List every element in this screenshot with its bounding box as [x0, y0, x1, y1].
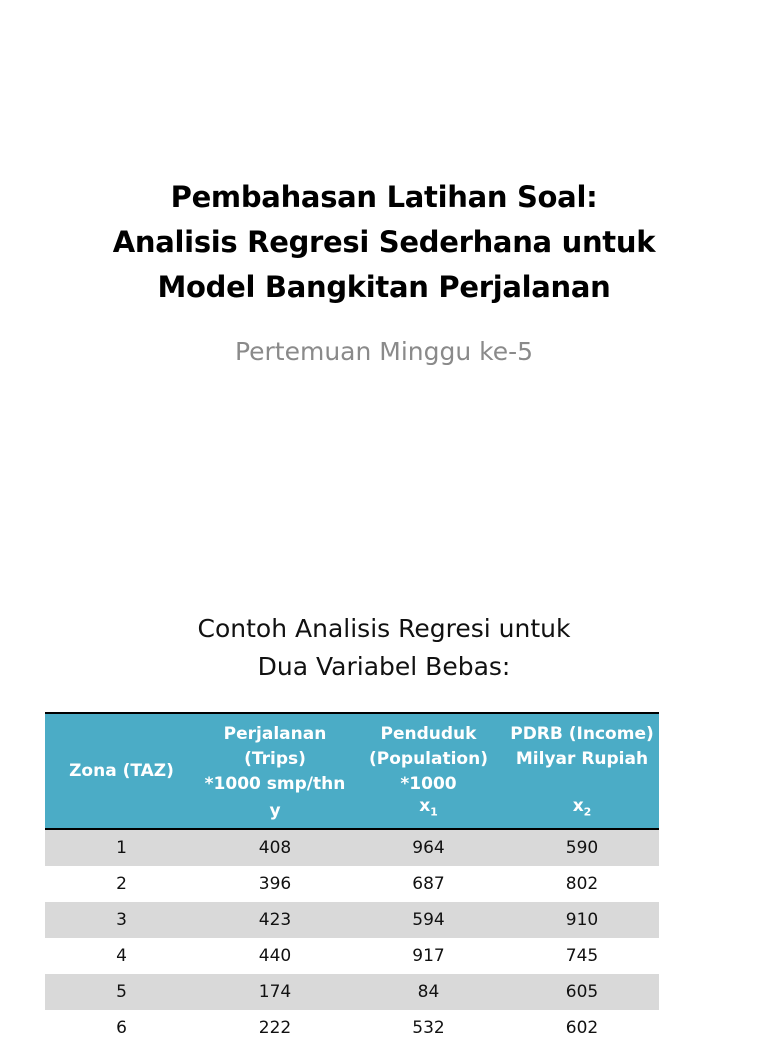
header-trips: [198, 713, 352, 829]
header-trips-line-3: *1000 smp/thn: [204, 774, 346, 794]
cell-income: 802: [565, 874, 599, 894]
cell-zona: 2: [116, 874, 127, 894]
header-pop-line-2: (Population): [369, 749, 488, 769]
header-pop-variable: [352, 794, 505, 824]
header-pop-line-3: *1000: [400, 774, 457, 794]
section-heading-line-2: Dua Variabel Bebas:: [257, 652, 511, 681]
cell-income: 590: [565, 838, 599, 858]
cell-zona: 5: [116, 982, 127, 1002]
header-pop-var-letter: x: [419, 795, 431, 816]
title-line-2: Analisis Regresi Sederhana untuk: [112, 225, 656, 259]
header-inc-var-letter: x: [572, 795, 584, 816]
header-inc-var-subscript: 2: [583, 805, 592, 818]
header-pop-var-subscript: 1: [430, 805, 438, 818]
cell-zona: 4: [116, 946, 127, 966]
cell-income: 910: [565, 910, 599, 930]
table-row: [45, 974, 659, 1010]
header-zona-label: Zona (TAZ): [69, 760, 174, 781]
cell-trips: 396: [258, 874, 292, 894]
cell-population: 687: [412, 874, 445, 894]
cell-zona: 1: [116, 838, 127, 858]
cell-trips: 440: [258, 946, 292, 966]
table-row: [45, 866, 659, 902]
cell-trips: 408: [258, 838, 292, 858]
slide-title: [0, 175, 768, 310]
header-trips-line-1: Perjalanan: [223, 724, 327, 744]
table-row: [45, 938, 659, 974]
cell-population: 917: [412, 946, 445, 966]
cell-income: 602: [565, 1018, 599, 1038]
slide-subtitle: Pertemuan Minggu ke-5: [234, 337, 534, 366]
cell-zona: 6: [116, 1018, 127, 1038]
header-inc-line-1: PDRB (Income): [510, 724, 654, 744]
header-inc-line-2: Milyar Rupiah: [515, 749, 649, 769]
header-trips-variable: y: [269, 801, 281, 821]
table-header-row: [45, 713, 659, 829]
cell-income: 745: [565, 946, 599, 966]
header-pop-line-1: Penduduk: [380, 724, 477, 744]
table-row: [45, 829, 659, 866]
section-heading-line-1: Contoh Analisis Regresi untuk: [197, 614, 571, 643]
cell-income: 605: [565, 982, 599, 1002]
cell-population: 532: [412, 1018, 445, 1038]
title-line-3: Model Bangkitan Perjalanan: [157, 270, 611, 304]
cell-trips: 222: [258, 1018, 292, 1038]
header-income: [505, 713, 659, 829]
table-row: [45, 1010, 659, 1046]
header-zona: [45, 713, 198, 829]
section-heading: [0, 610, 768, 686]
cell-trips: 423: [258, 910, 292, 930]
title-line-1: Pembahasan Latihan Soal:: [170, 180, 598, 214]
cell-trips: 174: [258, 982, 292, 1002]
table-row: [45, 902, 659, 938]
regression-data-table: [45, 712, 659, 1046]
cell-population: 964: [412, 838, 445, 858]
cell-population: 594: [412, 910, 445, 930]
cell-zona: 3: [116, 910, 127, 930]
cell-population: 84: [417, 982, 440, 1002]
header-inc-variable: [505, 794, 659, 824]
header-population: [352, 713, 505, 829]
header-trips-line-2: (Trips): [244, 749, 306, 769]
